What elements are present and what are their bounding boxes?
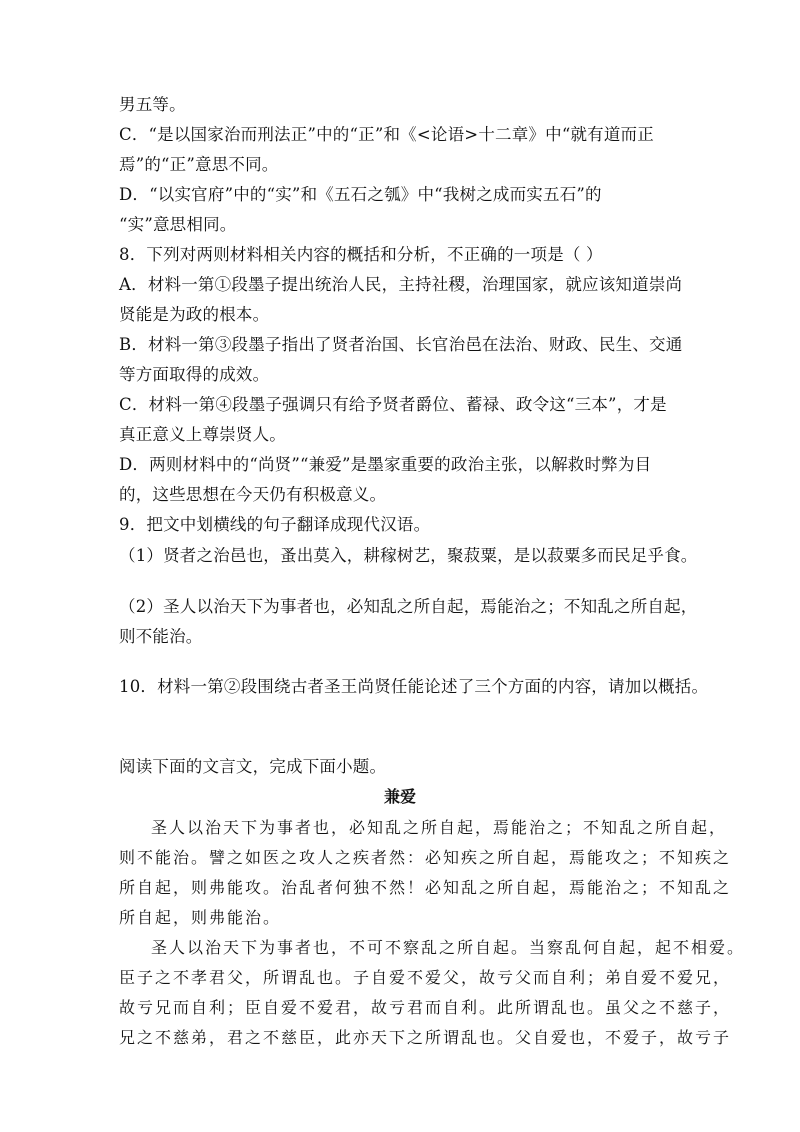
passage-line: 圣人以治天下为事者也，必知乱之所自起，焉能治之；不知乱之所自起， xyxy=(151,818,728,837)
text-line: “实”意思相同。 xyxy=(119,215,237,234)
text-line: 男五等。 xyxy=(119,95,186,114)
passage-line: 兄之不慈弟，君之不慈臣，此亦天下之所谓乱也。父自爱也，不爱子，故亏子 xyxy=(119,1028,732,1047)
question-8: 8．下列对两则材料相关内容的概括和分析，不正确的一项是（ ） xyxy=(119,245,603,264)
text-line: 则不能治。 xyxy=(119,627,203,646)
text-line: 真正意义上尊崇贤人。 xyxy=(119,425,286,444)
option-a-line: A．材料一第①段墨子提出统治人民，主持社稷，治理国家，就应该知道崇尚 xyxy=(119,275,683,294)
passage-line: 所自起，则弗能攻。治乱者何独不然！必知乱之所自起，焉能治之；不知乱之 xyxy=(119,878,732,897)
passage-line: 所自起，则弗能治。 xyxy=(119,908,282,927)
text-line: 等方面取得的成效。 xyxy=(119,365,270,384)
passage-line: 则不能治。譬之如医之攻人之疾者然：必知疾之所自起，焉能攻之；不知疾之 xyxy=(119,848,732,867)
passage-line: 臣子之不孝君父，所谓乱也。子自爱不爱父，故亏父而自利；弟自爱不爱兄， xyxy=(119,968,732,987)
passage-line: 故亏兄而自利；臣自爱不爱君，故亏君而自利。此所谓乱也。虽父之不慈子， xyxy=(119,998,732,1017)
option-b-line: B．材料一第③段墨子指出了贤者治国、长官治邑在法治、财政、民生、交通 xyxy=(119,335,683,354)
question-9-1: （1）贤者之治邑也，蚤出莫入，耕稼树艺，聚菽粟，是以菽粟多而民足乎食。 xyxy=(119,546,698,565)
text-line: 的，这些思想在今天仍有积极意义。 xyxy=(119,485,387,504)
text-line: 贤能是为政的根本。 xyxy=(119,305,270,324)
option-c-line: C．材料一第④段墨子强调只有给予贤者爵位、蓄禄、政令这“三本”，才是 xyxy=(119,395,667,414)
passage-line: 圣人以治天下为事者也，不可不察乱之所自起。当察乱何自起，起不相爱。 xyxy=(151,938,746,957)
question-10: 10．材料一第②段围绕古者圣王尚贤任能论述了三个方面的内容，请加以概括。 xyxy=(119,677,709,696)
text-line: 焉”的“正”意思不同。 xyxy=(119,155,279,174)
option-d-line: D．“以实官府”中的“实”和《五石之瓠》中“我树之成而实五石”的 xyxy=(119,185,602,204)
question-9: 9．把文中划横线的句子翻译成现代汉语。 xyxy=(119,515,431,534)
passage-title: 兼爱 xyxy=(383,787,416,806)
reading-instruction: 阅读下面的文言文，完成下面小题。 xyxy=(119,757,387,776)
question-9-2: （2）圣人以治天下为事者也，必知乱之所自起，焉能治之；不知乱之所自起， xyxy=(119,597,698,616)
option-c-line: C．“是以国家治而刑法正”中的“正”和《<论语>十二章》中“就有道而正 xyxy=(119,125,654,144)
option-d-line: D．两则材料中的“尚贤”“兼爱”是墨家重要的政治主张，以解救时弊为目 xyxy=(119,455,652,474)
